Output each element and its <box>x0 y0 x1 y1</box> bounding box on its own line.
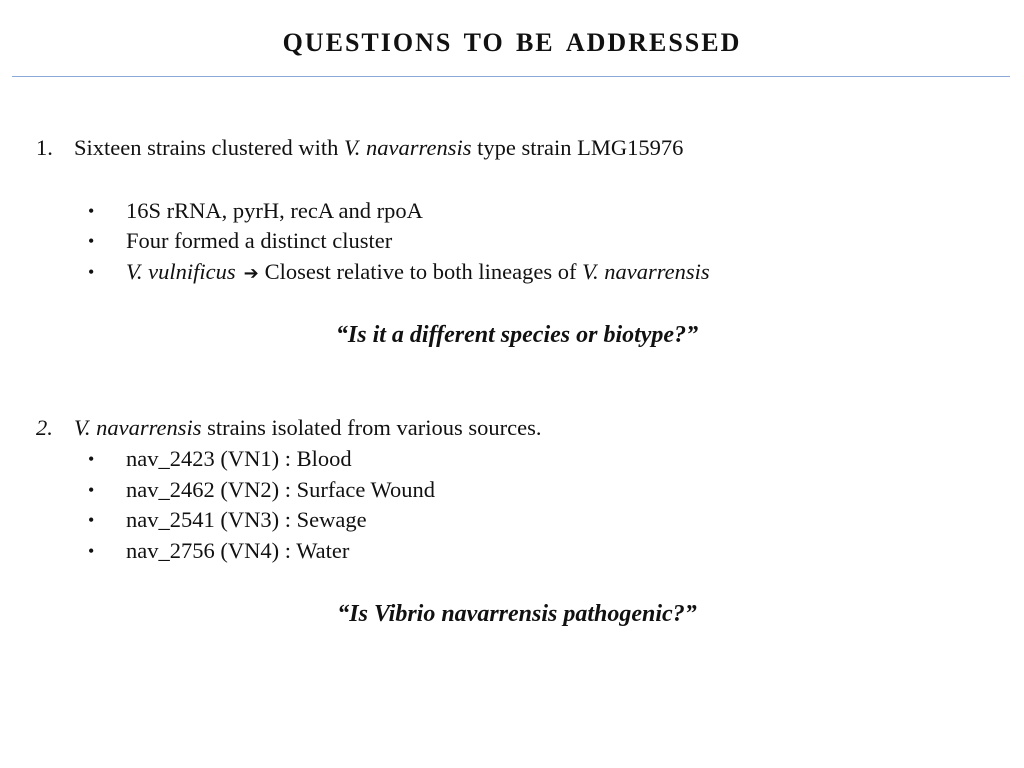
bullet-icon: • <box>88 449 95 469</box>
section1-bullet3-species-end: V. navarrensis <box>582 259 710 284</box>
bullet-icon: • <box>88 510 95 530</box>
section2-bullet2: nav_2462 (VN2) : Surface Wound <box>126 477 435 502</box>
section1-bullet3-species: V. vulnificus <box>126 259 236 284</box>
section1-bullet2: Four formed a distinct cluster <box>126 228 393 253</box>
section1-text <box>74 134 683 162</box>
section2-text <box>74 414 541 442</box>
title-divider <box>12 76 1010 77</box>
section2-bullet3: nav_2541 (VN3) : Sewage <box>126 507 367 532</box>
section2-bullet4: nav_2756 (VN4) : Water <box>126 538 350 563</box>
section1-number: 1. <box>36 135 53 160</box>
right-arrow-icon: ➔ <box>243 263 259 284</box>
section1-question: “Is it a different species or biotype?” <box>335 322 699 348</box>
bullet-icon: • <box>88 262 95 282</box>
section2-species: V. navarrensis <box>74 415 202 440</box>
section1-species: V. navarrensis <box>343 135 472 160</box>
section2-question: “Is Vibrio navarrensis pathogenic?” <box>337 601 697 627</box>
slide-title: questions to be addressed <box>282 19 742 60</box>
section1-text-before: Sixteen strains clustered with <box>74 135 344 160</box>
section1-bullet3-text: Closest relative to both lineages of <box>264 259 583 284</box>
bullet-icon: • <box>88 480 95 500</box>
section2-number: 2. <box>36 415 53 440</box>
section2-bullet1: nav_2423 (VN1) : Blood <box>126 446 352 471</box>
bullet-icon: • <box>88 231 95 251</box>
section2-text-after: strains isolated from various sources. <box>201 415 542 440</box>
bullet-icon: • <box>88 201 95 221</box>
bullet-icon: • <box>88 541 95 561</box>
section1-text-after: type strain LMG15976 <box>471 135 684 160</box>
section1-bullet1: 16S rRNA, pyrH, recA and rpoA <box>126 198 423 223</box>
section1-bullet3 <box>126 258 710 288</box>
